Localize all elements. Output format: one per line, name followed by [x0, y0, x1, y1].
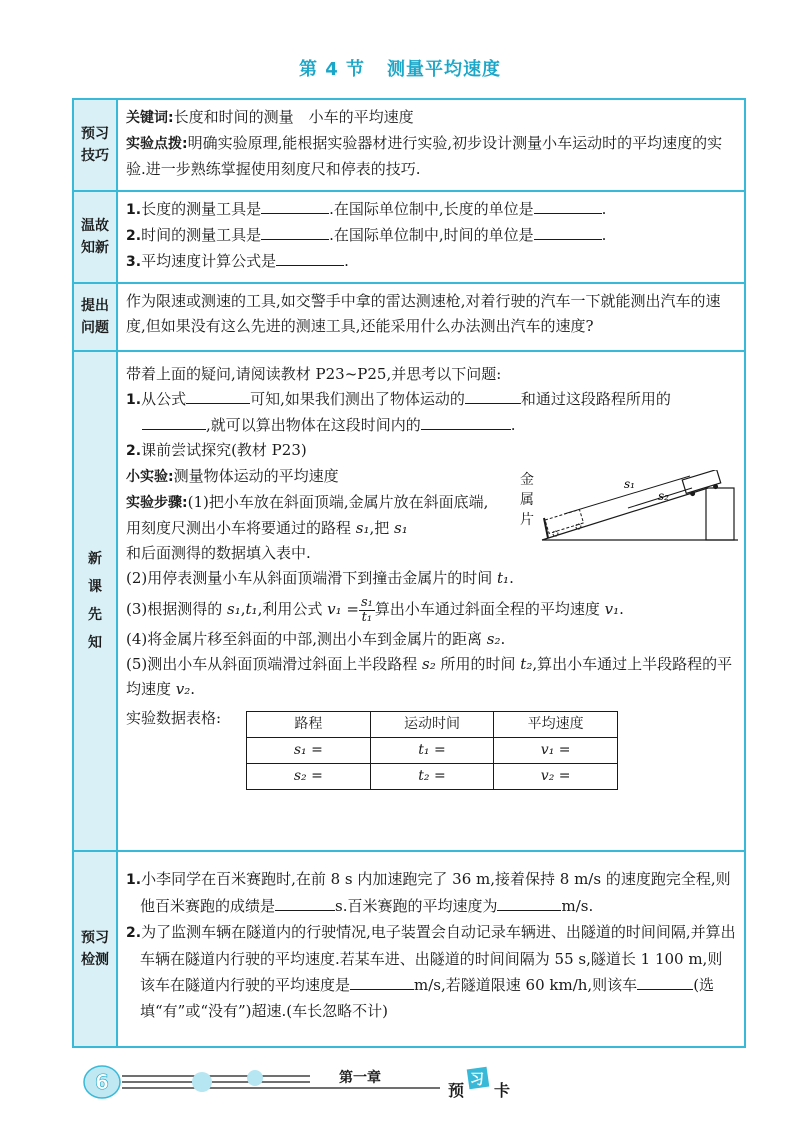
q-text: 可知,如果我们测出了物体运动的	[250, 390, 465, 408]
footer-dot	[192, 1072, 212, 1092]
step1-cont: 和后面测得的数据填入表中.	[126, 544, 311, 562]
answer-blank[interactable]	[350, 973, 414, 990]
label-preview	[73, 99, 117, 191]
answer-blank[interactable]	[637, 973, 693, 990]
header-time: 运动时间	[370, 712, 494, 738]
q-number: 3.	[126, 254, 142, 270]
check-q2	[126, 919, 736, 1024]
row-check	[73, 851, 745, 1047]
tip-text: 明确实验原理,能根据实验器材进行实验,初步设计测量小车运动时的平均速度的实验.进一步熟练掌握使用刻度尺和停表的技巧.	[126, 134, 723, 178]
figure-label-char: 金	[520, 472, 534, 488]
fraction-denominator: t₁	[361, 609, 373, 625]
metal-plate-label	[520, 472, 534, 528]
table-cell[interactable]: s₂ =	[247, 764, 371, 790]
q-text: 长度的测量工具是	[141, 200, 262, 218]
step4-text: .	[500, 630, 506, 648]
table-cell[interactable]: t₂ =	[370, 764, 494, 790]
var-s1: s₁	[355, 519, 370, 537]
question-content	[117, 283, 745, 351]
section-number: 第 4 节	[298, 59, 366, 80]
label-line: 先	[88, 607, 102, 623]
step3-text: .	[619, 600, 624, 618]
q-number: 2.	[126, 443, 142, 459]
page-title	[0, 55, 800, 81]
intro-text: 带着上面的疑问,请阅读教材 P23~P25,并思考以下问题:	[126, 365, 502, 383]
data-table	[246, 711, 618, 790]
answer-blank[interactable]	[421, 413, 511, 430]
label-line: 课	[88, 579, 102, 595]
q-number: 1.	[126, 392, 142, 408]
label-line: 温故	[81, 218, 109, 234]
step2	[126, 566, 736, 591]
check-content	[117, 851, 745, 1047]
q-text: .	[601, 200, 607, 218]
figure-s1-label: s₁	[624, 477, 635, 491]
incline-figure	[520, 470, 742, 544]
table-label: 实验数据表格:	[126, 709, 222, 727]
label-question	[73, 283, 117, 351]
step4	[126, 627, 736, 652]
page-footer	[70, 1060, 750, 1110]
answer-blank[interactable]	[276, 249, 344, 266]
card-char: 卡	[494, 1081, 511, 1100]
step4-text: (4)将金属片移至斜面的中部,测出小车到金属片的距离	[126, 630, 487, 648]
header-speed: 平均速度	[494, 712, 618, 738]
step5	[126, 652, 736, 702]
step3-text: ,利用公式	[257, 600, 328, 618]
table-cell[interactable]: s₁ =	[247, 738, 371, 764]
row-newlesson	[73, 351, 745, 851]
q-number: 1.	[126, 202, 142, 218]
label-line: 问题	[81, 320, 109, 336]
q-text: .在国际单位制中,长度的单位是	[329, 200, 534, 218]
label-newlesson	[73, 351, 117, 851]
step5-text: .	[190, 680, 196, 698]
q-text: 平均速度计算公式是	[141, 252, 277, 270]
label-line: 技巧	[81, 148, 109, 164]
q-text: s.百米赛跑的平均速度为	[335, 897, 498, 915]
steps-label: 实验步骤:	[126, 495, 188, 511]
label-line: 提出	[81, 298, 109, 314]
answer-blank[interactable]	[534, 197, 602, 214]
footer-dot	[247, 1070, 263, 1086]
label-line: 知	[88, 635, 102, 651]
q-text: 和通过这段路程所用的	[520, 390, 671, 408]
step5-text: ,算出小车通过上半段路程的平均速度	[126, 655, 733, 698]
step1-wrap	[126, 490, 496, 541]
q-number: 2.	[126, 925, 142, 941]
answer-blank[interactable]	[186, 387, 250, 404]
q-text: 课前尝试探究(教材 P23)	[141, 441, 307, 459]
label-review	[73, 191, 117, 283]
q-text: 为了监测车辆在隧道内的行驶情况,电子装置会自动记录车辆进、出隧道的时间间隔,并算出车辆在隧道内行驶的平均速度.若某车进、出隧道的时间间隔为 55 s,隧道长 1 100 m,则该车在隧道内行驶的平均速度是	[140, 923, 736, 994]
newlesson-content	[117, 351, 745, 851]
step2-text: (2)用停表测量小车从斜面顶端滑下到撞击金属片的时间	[126, 569, 498, 587]
label-line: 新	[88, 551, 102, 567]
question-text: 作为限速或测速的工具,如交警手中拿的雷达测速枪,对着行驶的汽车一下就能测出汽车的速度,但如果没有这么先进的测速工具,还能采用什么办法测出汽车的速度?	[126, 292, 721, 335]
var-v2: v₂	[175, 680, 191, 698]
var-s1: s₁	[227, 600, 241, 618]
q-text: ,就可以算出物体在这段时间内的	[206, 416, 421, 434]
answer-blank[interactable]	[465, 387, 521, 404]
q-text: 时间的测量工具是	[141, 226, 262, 244]
review-q2	[126, 223, 736, 249]
q-text: 小李同学在百米赛跑时,在前 8 s 内加速跑完了 36 m,接着保持 8 m/s 的速度跑完全程,则他百米赛跑的成绩是	[140, 870, 731, 915]
step3-text: ,	[240, 600, 246, 618]
newlesson-q1-cont	[126, 413, 736, 438]
q-text: 从公式	[141, 390, 187, 408]
label-line: 预习	[81, 930, 109, 946]
answer-blank[interactable]	[275, 894, 335, 911]
header-distance: 路程	[247, 712, 371, 738]
cart-top	[682, 470, 722, 498]
review-content	[117, 191, 745, 283]
fraction-numerator: s₁	[360, 594, 373, 610]
q-text: m/s.	[561, 897, 594, 915]
table-row	[247, 764, 618, 790]
keywords-label: 关键词:	[126, 110, 174, 126]
q-text: .在国际单位制中,时间的单位是	[329, 226, 534, 244]
label-line: 预习	[81, 126, 109, 142]
q-text: m/s,若隧道限速 60 km/h,则该车	[414, 976, 638, 994]
answer-blank[interactable]	[261, 197, 329, 214]
row-preview	[73, 99, 745, 191]
step5-text: 所用的时间	[435, 655, 521, 673]
q-number: 2.	[126, 228, 142, 244]
row-review	[73, 191, 745, 283]
answer-blank[interactable]	[261, 223, 329, 240]
step3	[126, 591, 736, 627]
var-t2: t₂	[520, 655, 533, 673]
footer-lines	[122, 1076, 440, 1088]
page-number: 6	[95, 1070, 109, 1094]
formula-fraction	[359, 596, 375, 625]
step3-text: (3)根据测得的	[126, 600, 228, 618]
figure-label-char: 片	[520, 512, 534, 528]
card-char: 习	[470, 1072, 484, 1088]
row-question	[73, 283, 745, 351]
formula-lhs: v₁ =	[327, 600, 359, 618]
var-t1: t₁	[245, 600, 258, 618]
label-check	[73, 851, 117, 1047]
answer-blank[interactable]	[497, 894, 561, 911]
table-cell[interactable]: v₂ =	[494, 764, 618, 790]
tip-label: 实验点拨:	[126, 136, 188, 152]
step1-text: ,把	[369, 519, 395, 537]
review-q1	[126, 197, 736, 223]
review-q3	[126, 249, 736, 275]
keywords-text: 长度和时间的测量 小车的平均速度	[173, 108, 414, 126]
q-text: .	[601, 226, 607, 244]
var-s2: s₂	[422, 655, 436, 673]
exp-label: 小实验:	[126, 469, 174, 485]
label-line: 检测	[81, 952, 109, 968]
table-row	[247, 738, 618, 764]
label-line: 知新	[81, 240, 109, 256]
step1-text: (1)把小车放在斜面顶端,金属片放在斜面底端,用刻度尺测出小车将要通过的路程	[126, 493, 489, 537]
card-char: 预	[448, 1081, 465, 1100]
q-text: .	[510, 416, 516, 434]
step5-text: (5)测出小车从斜面顶端滑过斜面上半段路程	[126, 655, 423, 673]
exp-text: 测量物体运动的平均速度	[173, 467, 339, 485]
figure-s2-label: s₂	[658, 489, 669, 503]
answer-blank[interactable]	[142, 413, 206, 430]
answer-blank[interactable]	[534, 223, 602, 240]
section-name: 测量平均速度	[387, 59, 502, 80]
var-s1: s₁	[394, 519, 408, 537]
var-v1: v₁	[604, 600, 620, 618]
newlesson-q2	[126, 438, 736, 464]
q-number: 1.	[126, 872, 142, 888]
newlesson-q1	[126, 387, 736, 413]
preview-content	[117, 99, 745, 191]
table-cell[interactable]: t₁ =	[370, 738, 494, 764]
var-t1: t₁	[497, 569, 510, 587]
q-text: .	[344, 252, 349, 270]
figure-label-char: 属	[520, 492, 534, 508]
q-text: (选填“有”或“没有”)超速.(车长忽略不计)	[140, 976, 715, 1020]
var-s2: s₂	[486, 630, 501, 648]
table-cell[interactable]: v₁ =	[494, 738, 618, 764]
data-table-header	[247, 712, 618, 738]
step3-text: 算出小车通过斜面全程的平均速度	[374, 600, 605, 618]
step2-text: .	[509, 569, 514, 587]
chapter-label: 第一章	[339, 1070, 381, 1086]
check-q1	[126, 866, 736, 919]
worksheet-table	[72, 98, 746, 1048]
support-block	[706, 488, 734, 540]
